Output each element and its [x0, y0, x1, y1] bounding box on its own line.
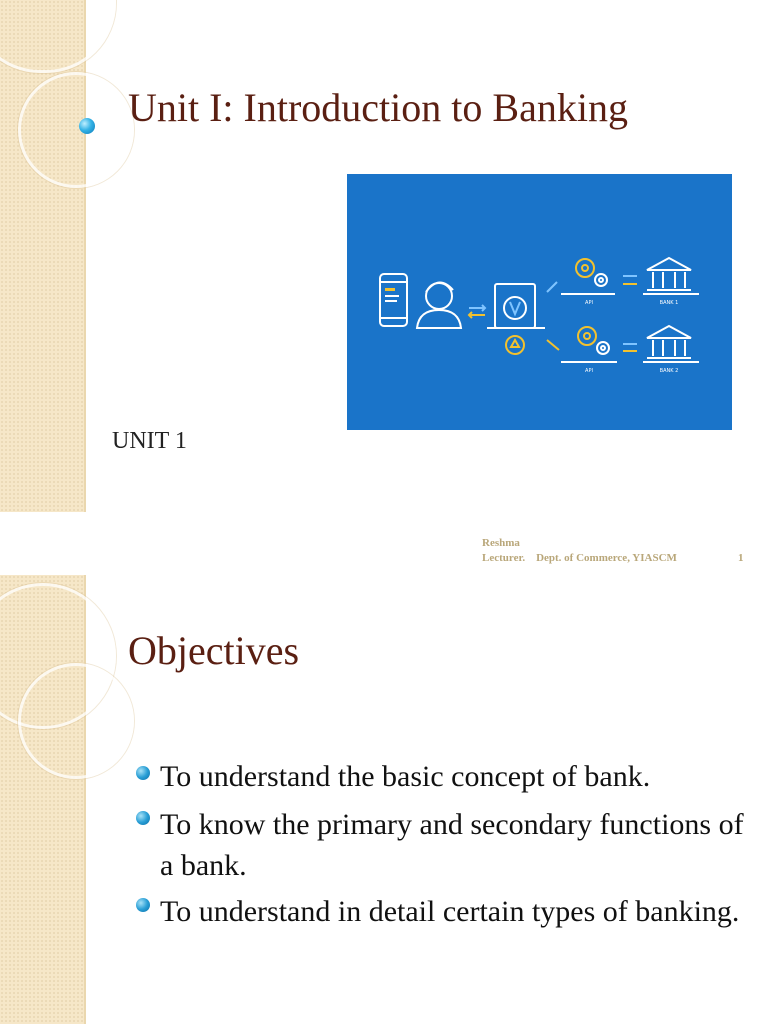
list-item: To understand the basic concept of bank. — [160, 760, 651, 793]
slide-title: Unit I: Introduction to Banking — [128, 85, 628, 130]
list-item: To understand in detail certain types of banking. — [160, 895, 740, 928]
bullet-icon — [136, 811, 150, 825]
decorative-ring — [18, 72, 134, 188]
bank-label: BANK 1 — [659, 300, 679, 306]
unit-label: UNIT 1 — [112, 428, 187, 454]
footer-department: Lecturer. Dept. of Commerce, YIASCM — [482, 552, 677, 564]
footer-page-number: 1 — [738, 552, 744, 564]
slide-gap — [0, 512, 768, 575]
decorative-ring — [18, 663, 134, 779]
slide-2 — [0, 575, 768, 1024]
api-label: API — [585, 300, 593, 306]
decorative-dot — [79, 118, 95, 134]
banking-api-illustration — [347, 174, 732, 430]
list-item: To know the primary and secondary functions of a bank. — [160, 808, 744, 882]
decorative-ring — [0, 0, 116, 73]
bullet-icon — [136, 898, 150, 912]
bullet-icon — [136, 766, 150, 780]
api-label: API — [585, 368, 593, 374]
footer-author: Reshma — [482, 537, 520, 549]
bank-label: BANK 2 — [659, 368, 679, 374]
objectives-title: Objectives — [128, 628, 300, 673]
